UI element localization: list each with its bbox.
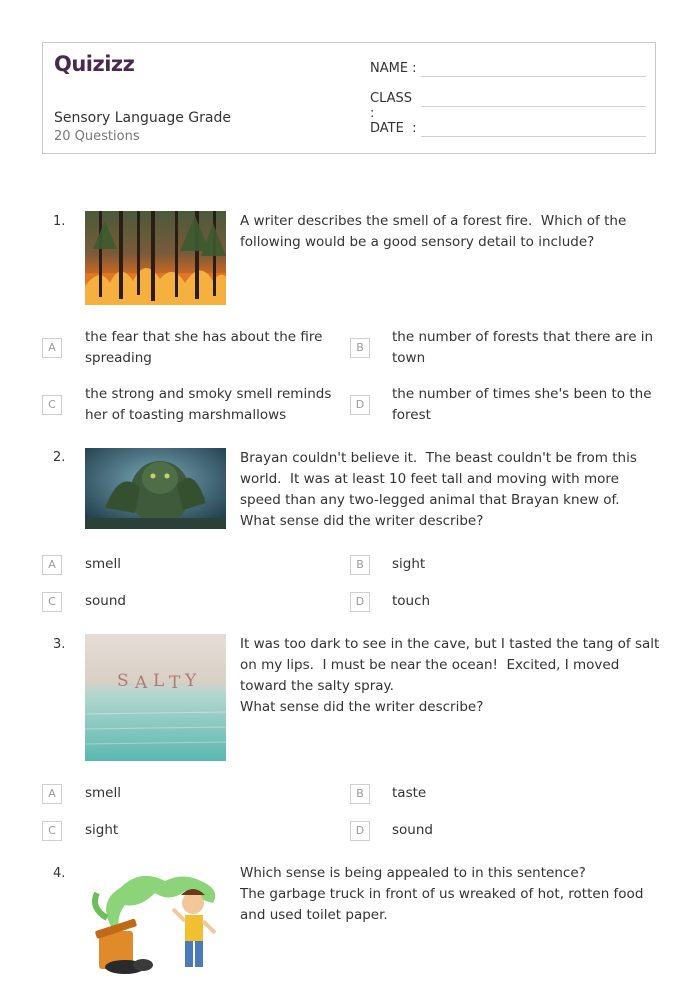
question-number: 4.: [53, 866, 66, 881]
name-line: [421, 76, 646, 77]
beast-monster-image: [85, 448, 226, 529]
svg-text:L: L: [153, 671, 165, 691]
question-text-line: A writer describes the smell of a forest fire. Which of the following would be a good sensory detail to include?: [240, 213, 631, 250]
date-label: DATE :: [370, 121, 417, 136]
question-text-line: The garbage truck in front of us wreaked of hot, rotten food and used toilet paper.: [240, 886, 648, 923]
worksheet-header: [42, 42, 656, 154]
option-a-box[interactable]: A: [42, 338, 62, 358]
option-d-box[interactable]: D: [350, 821, 370, 841]
class-line: [421, 106, 646, 107]
svg-text:A: A: [135, 673, 148, 693]
option-c-text: sight: [85, 822, 119, 838]
question-text: [240, 634, 664, 718]
option-d-text: touch: [392, 593, 431, 609]
date-field[interactable]: [370, 121, 420, 136]
option-c-text: the strong and smoky smell reminds her of toasting marshmallows: [85, 386, 332, 423]
question-text: [240, 211, 660, 253]
option-a-text: smell: [85, 556, 121, 572]
option-b-box[interactable]: B: [350, 555, 370, 575]
question-text: [240, 448, 660, 532]
svg-text:Y: Y: [185, 671, 197, 691]
option-b-text: sight: [392, 556, 426, 572]
option-c-box[interactable]: C: [42, 395, 62, 415]
option-a-text: the fear that she has about the fire spreading: [85, 329, 323, 366]
question-text-line: It was too dark to see in the cave, but I tasted the tang of salt on my lips. I must be near the ocean! Excited, I moved toward the salty spray.: [240, 636, 664, 694]
option-a-text: smell: [85, 785, 121, 801]
name-label: NAME :: [370, 61, 417, 76]
garbage-smell-image: [85, 863, 226, 977]
question-text-line: Brayan couldn't believe it. The beast couldn't be from this world. It was at least 10 feet tall and moving with more speed than any two-legged animal that Brayan knew of. What sense did the writer describe?: [240, 450, 642, 529]
question-text-line: What sense did the writer describe?: [240, 699, 484, 715]
worksheet-title: Sensory Language Grade: [54, 110, 231, 126]
quizizz-logo: Quizizz: [54, 52, 135, 76]
svg-text:T: T: [169, 673, 181, 693]
option-b-text: the number of forests that there are in town: [392, 329, 654, 366]
question-number: 2.: [53, 450, 66, 465]
option-a-box[interactable]: A: [42, 784, 62, 804]
svg-text:S: S: [117, 671, 129, 691]
forest-fire-image: [85, 211, 226, 305]
option-c-box[interactable]: C: [42, 592, 62, 612]
option-d-text: sound: [392, 822, 433, 838]
question-number: 3.: [53, 637, 66, 652]
option-c-text: sound: [85, 593, 126, 609]
class-label: CLASS :: [370, 91, 413, 121]
name-field[interactable]: [370, 61, 420, 76]
option-d-box[interactable]: D: [350, 592, 370, 612]
date-line: [421, 136, 646, 137]
option-b-box[interactable]: B: [350, 784, 370, 804]
option-a-box[interactable]: A: [42, 555, 62, 575]
question-count: 20 Questions: [54, 129, 140, 144]
option-c-box[interactable]: C: [42, 821, 62, 841]
option-b-text: taste: [392, 785, 427, 801]
option-d-text: the number of times she's been to the forest: [392, 386, 652, 423]
class-field[interactable]: [370, 91, 420, 121]
question-text-line: Which sense is being appealed to in this sentence?: [240, 865, 586, 881]
option-d-box[interactable]: D: [350, 395, 370, 415]
question-text: [240, 863, 660, 926]
option-b-box[interactable]: B: [350, 338, 370, 358]
salty-ocean-image: [85, 634, 226, 761]
question-number: 1.: [53, 214, 66, 229]
